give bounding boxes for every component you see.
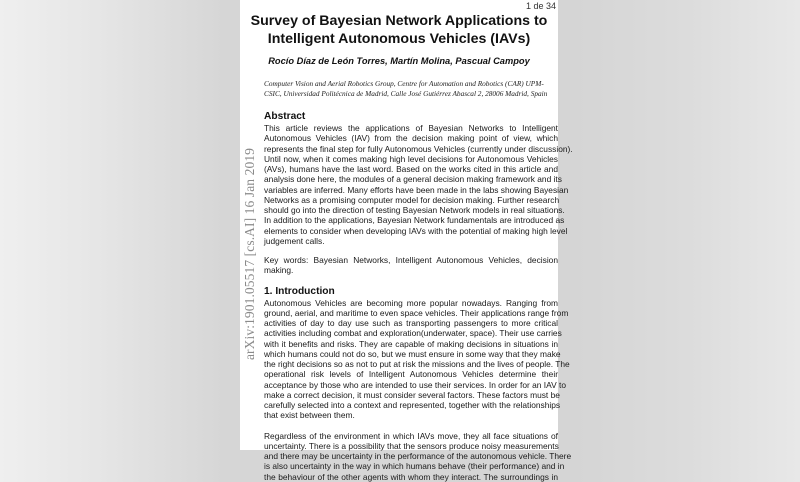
keywords-line: making. bbox=[264, 265, 294, 276]
intro-line: Regardless of the environment in which IAVs move, they all face situations of bbox=[264, 430, 558, 441]
abstract-line: should go into the direction of testing Bayesian Network models in real situations. bbox=[264, 205, 565, 215]
intro-line: make a correct decision, it must consider several factors. These factors must be bbox=[264, 389, 560, 400]
abstract-line: analysis done here, the modules of a general decision making framework and its bbox=[264, 174, 562, 185]
intro-line: acceptance by those who are intended to use their services. In order for an IAV to bbox=[264, 379, 566, 390]
intro-line: ground, aerial, and maritime to even space vehicles. Their applications range from bbox=[264, 307, 569, 318]
paper-authors: Rocío Díaz de León Torres, Martín Molina, Pascual Campoy bbox=[268, 56, 530, 66]
pdf-page[interactable] bbox=[240, 0, 573, 482]
title-line: Intelligent Autonomous Vehicles (IAVs) bbox=[267, 31, 531, 47]
abstract-line: elements to consider when developing IAVs with the potential of making high level bbox=[264, 225, 568, 236]
keywords-paragraph bbox=[264, 255, 558, 276]
abstract-line: In addition to the applications, Bayesian Network fundamentals are introduced as bbox=[264, 215, 565, 226]
affiliation-line: CSIC, Universidad Politécnica de Madrid, Calle José Gutiérrez Abascal 2, 28006 Madrid, Spain bbox=[264, 89, 548, 98]
affiliation-line: Computer Vision and Aerial Robotics Group, Centre for Automation and Robotics (CAR) UPM- bbox=[264, 79, 544, 88]
title-line: Survey of Bayesian Network Applications to bbox=[250, 13, 548, 29]
abstract-line: (AVs), humans have the last word. Based on the works cited in this article and bbox=[264, 164, 558, 174]
intro-line: carefully selected into a context and represented, together with the relationships bbox=[264, 400, 561, 410]
intro-line: that exist between them. bbox=[264, 410, 355, 421]
intro-line: operational risk levels of Intelligent Autonomous Vehicles determine their bbox=[264, 369, 558, 380]
abstract-paragraph bbox=[264, 123, 573, 246]
abstract-line: variables are inferred. Many efforts have been made in the labs showing Bayesian bbox=[264, 184, 569, 195]
intro-line: is also uncertainty in the way in which humans behave (their performance) and in bbox=[264, 461, 565, 472]
abstract-line: Until now, when it comes making high level decisions for Autonomous Vehicles bbox=[264, 153, 558, 164]
paper-affiliation bbox=[264, 79, 554, 99]
abstract-line: This article reviews the applications of Bayesian Networks to Intelligent bbox=[264, 123, 558, 133]
introduction-paragraph-2 bbox=[264, 430, 572, 482]
page-indicator: 1 de 34 bbox=[525, 1, 556, 11]
arxiv-stamp bbox=[240, 140, 260, 368]
intro-line: and there may be uncertainty in the performance of the autonomous vehicle. There bbox=[264, 451, 572, 461]
intro-line: activities including combat and exploration(underwater, space). Their use carries bbox=[264, 328, 562, 339]
introduction-heading: 1. Introduction bbox=[264, 285, 335, 297]
intro-line: with it benefits and risks. They are capable of making decisions in situations in bbox=[264, 338, 558, 349]
paper-body bbox=[264, 111, 573, 482]
arxiv-stamp-text: arXiv:1901.05517 [cs.AI] 16 Jan 2019 bbox=[242, 147, 258, 361]
abstract-line: judgement calls. bbox=[264, 235, 325, 246]
abstract-heading: Abstract bbox=[264, 111, 306, 122]
abstract-line: Networks as a promising computer model for decision making. Further research bbox=[264, 194, 560, 205]
intro-line: the right decisions so as not to put at risk the missions and the lives of people. The bbox=[264, 359, 570, 369]
abstract-line: represents the final step for fully Autonomous Vehicles (currently under discussion). bbox=[264, 143, 573, 154]
paper-title bbox=[240, 12, 558, 48]
intro-line: Autonomous Vehicles are becoming more popular nowadays. Ranging from bbox=[264, 297, 558, 308]
keywords-line: Key words: Bayesian Networks, Intelligent Autonomous Vehicles, decision bbox=[264, 255, 558, 265]
intro-line: which humans could not do so, but we must ensure in some way that they make bbox=[264, 348, 561, 359]
introduction-paragraph-1 bbox=[264, 297, 570, 421]
intro-line: the behaviour of the other agents with whom they interact. The surroundings in bbox=[264, 471, 558, 482]
abstract-line: Autonomous Vehicles (IAV) from the decision making point of view, which bbox=[264, 133, 558, 144]
intro-line: activities of day to day use such as transporting passengers to more critical bbox=[264, 318, 558, 328]
intro-line: uncertainty. There is a possibility that the sensors produce noisy measurements bbox=[264, 440, 559, 451]
